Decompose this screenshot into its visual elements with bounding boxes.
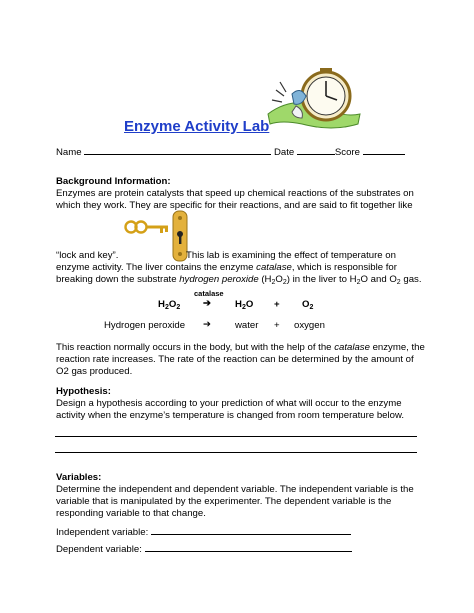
hypothesis-line-1: Design a hypothesis according to your prediction of what will occur to the enzyme [56,398,402,409]
equation-product-1 [235,299,253,310]
variables-heading: Variables: [56,472,102,483]
hypothesis-answer-line-1[interactable] [55,436,417,437]
text-segment: , which is responsible for [291,262,397,273]
variables-line-1: Determine the independent and dependent variable. The independent variable is the [56,484,414,495]
equation-reactant-name: Hydrogen peroxide [104,320,186,331]
text-segment: O [275,274,283,285]
independent-variable-label: Independent variable: [56,527,149,538]
header-fields [56,145,405,159]
subscript: 2 [282,279,287,286]
reaction-line-3: O2 gas produced. [56,366,133,377]
background-para-2-line-3 [56,274,422,286]
equation-catalyst: catalase [194,289,224,298]
lock-and-key-text: “lock and key”. [56,250,119,261]
name-label: Name [56,147,82,158]
text-segment: O and O [360,274,397,285]
subscript: 2 [271,279,276,286]
variables-line-3: responding variable to that change. [56,508,206,519]
date-label: Date [273,147,295,158]
clock-clipart-icon [262,66,366,138]
text-segment: breaking down the substrate [56,274,180,285]
independent-variable-blank[interactable] [151,525,351,535]
equation-arrow: ➔ [203,298,212,309]
catalase-emphasis: catalase [334,342,370,353]
key-icon [124,218,170,236]
subscript: 2 [356,279,361,286]
background-para-2-line-1 [56,250,118,262]
background-para-2-line-2 [56,262,397,274]
equation-product-2 [302,299,313,310]
page-title: Enzyme Activity Lab [124,118,270,135]
formula-part: O [168,299,177,310]
text-segment: enzyme activity. The liver contains the enzyme [56,262,257,273]
text-segment: enzyme, the [369,342,425,353]
formula-part: O [302,299,310,310]
subscript: 2 [309,304,314,311]
dependent-variable-row [56,542,352,556]
hypothesis-heading: Hypothesis: [56,386,111,397]
equation-product-2-name: oxygen [294,320,325,331]
text-segment: This reaction normally occurs in the body, but with the help of the [56,342,335,353]
text-segment: (H [258,274,272,285]
catalase-emphasis: catalase [256,262,292,273]
formula-part: H [158,299,165,310]
dependent-variable-label: Dependent variable: [56,544,142,555]
date-blank[interactable] [297,145,335,155]
equation-plus-2: + [274,320,280,331]
subscript: 2 [176,304,181,311]
reaction-line-1 [56,342,425,354]
hypothesis-answer-line-2[interactable] [55,452,417,453]
equation-product-1-name: water [235,320,259,331]
formula-part: O [245,299,254,310]
reaction-line-2: reaction rate increases. The rate of the reaction can be determined by the amount of [56,354,414,365]
background-heading: Background Information: [56,176,171,187]
background-para-2-line-1b: This lab is examining the effect of temperature on [186,250,396,261]
score-label: Score [334,147,360,158]
text-segment: ) in the liver to H [286,274,357,285]
background-line-2: which they work. They are specific for their reactions, and are said to fit together like [56,200,413,211]
score-blank[interactable] [363,145,405,155]
equation-plus: + [274,299,280,310]
background-line-1: Enzymes are protein catalysts that speed up chemical reactions of the substrates on [56,188,414,199]
name-blank[interactable] [84,145,271,155]
independent-variable-row [56,525,351,539]
equation-reactant [158,299,180,310]
hypothesis-line-2: activity when the enzyme’s temperature is changed from room temperature below. [56,410,405,421]
subscript: 2 [164,304,169,311]
equation-arrow-2: ➔ [203,319,212,330]
hydrogen-peroxide-emphasis: hydrogen peroxide [179,274,259,285]
subscript: 2 [396,279,401,286]
variables-line-2: variable that is manipulated by the experimenter. The dependent variable is the [56,496,392,507]
formula-part: H [235,299,242,310]
dependent-variable-blank[interactable] [145,542,352,552]
subscript: 2 [241,304,246,311]
text-segment: gas. [400,274,422,285]
